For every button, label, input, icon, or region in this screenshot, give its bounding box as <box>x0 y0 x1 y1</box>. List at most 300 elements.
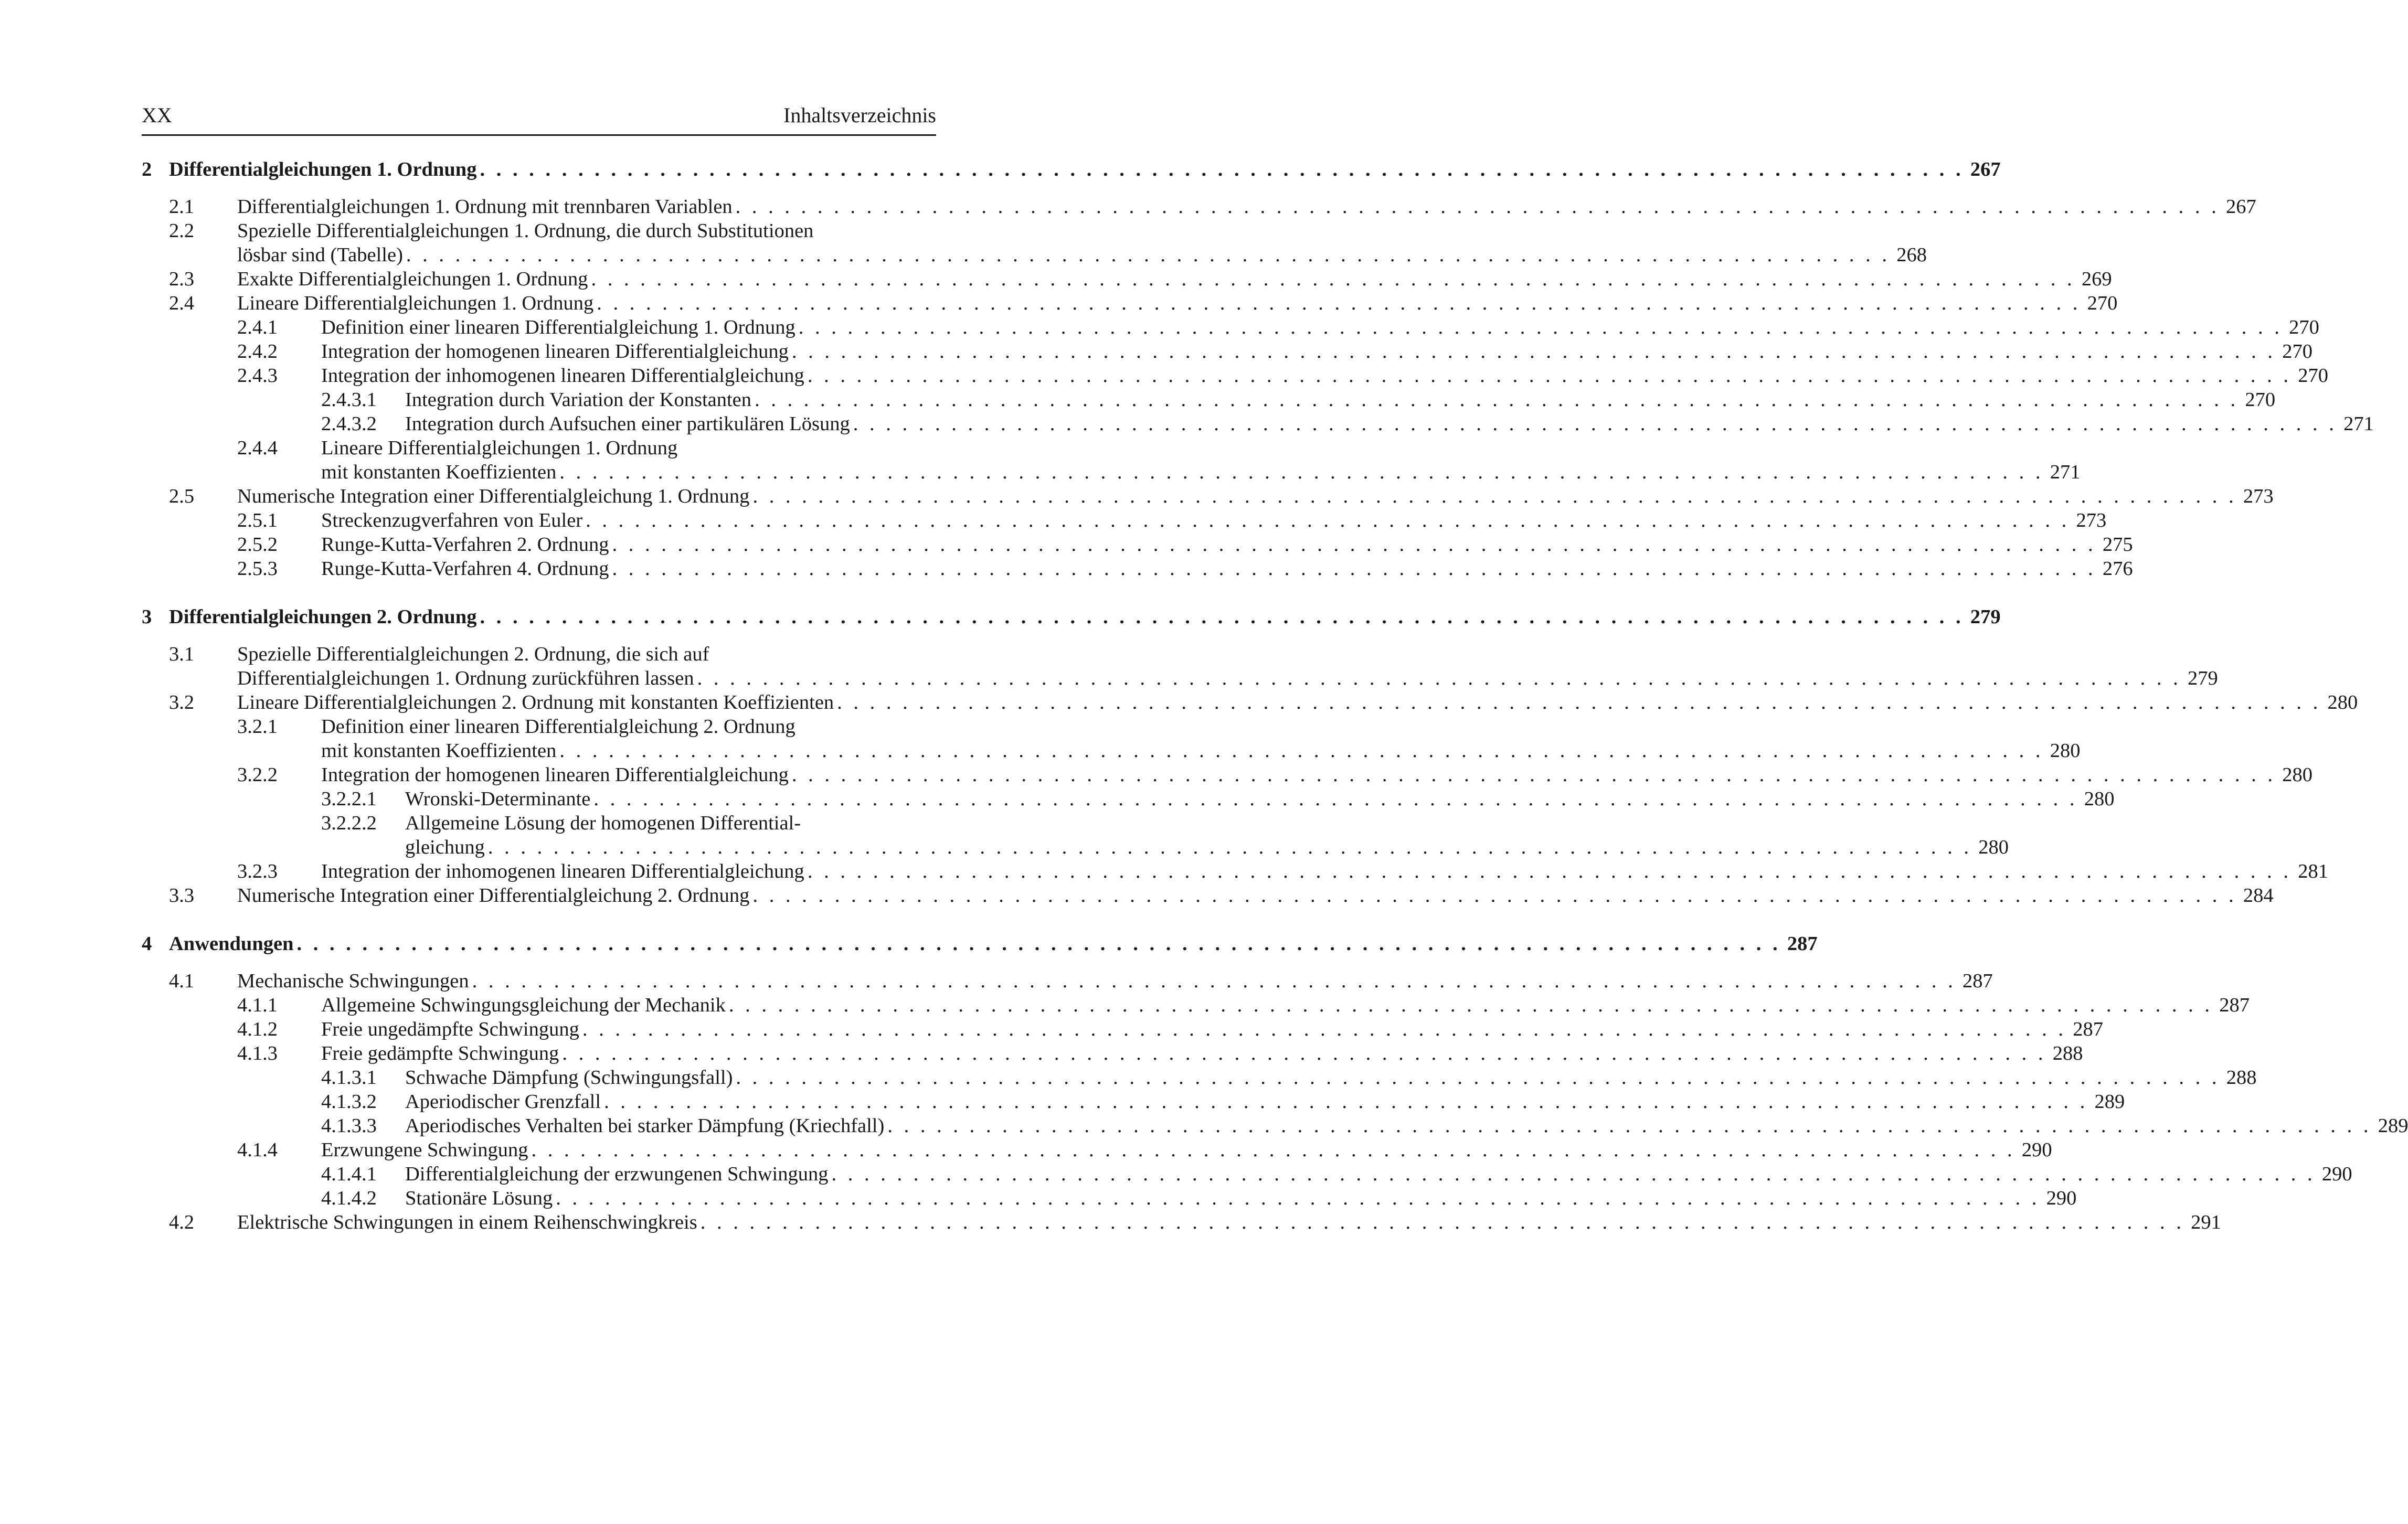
page-number[interactable]: 280 <box>2050 740 2081 762</box>
page-number[interactable]: 289 <box>2094 1091 2125 1113</box>
entry-text <box>405 1186 2077 1210</box>
entry-number: 3.3 <box>169 884 195 907</box>
entry-text <box>237 969 469 993</box>
leader-dots: . . . . . . . . . . . . . . . . . . . . . . . . . . . . . . . . . . . . . . . . . . . . . . . . . . . . . . . . . . . . . . . . . . . . . . . . . . . . . . . . . . . . . . . . . . . <box>752 884 2237 907</box>
entry-text <box>321 364 804 388</box>
text-part: Aperiodischer Grenzfall <box>405 1091 601 1113</box>
chapter-title-line <box>169 932 1818 956</box>
entry-number: 4.1.1 <box>237 994 278 1016</box>
chapter-title-line <box>169 605 2001 629</box>
page-number[interactable]: 269 <box>2081 268 2112 290</box>
leader-dots: . . . . . . . . . . . . . . . . . . . . . . . . . . . . . . . . . . . . . . . . . . . . . . . . . . . . . . . . . . . . . . . . . . . . . . . . . . . . . . . . . . . . . . . . . . . <box>604 1091 2088 1113</box>
leader-dots: . . . . . . . . . . . . . . . . . . . . . . . . . . . . . . . . . . . . . . . . . . . . . . . . . . . . . . . . . . . . . . . . . . . . . . . . . . . . . . . . . . . . . . . . . . . <box>480 158 1964 180</box>
leader-dots: . . . . . . . . . . . . . . . . . . . . . . . . . . . . . . . . . . . . . . . . . . . . . . . . . . . . . . . . . . . . . . . . . . . . . . . . . . . . . . . . . . . . . . . . . . . <box>556 1187 2040 1209</box>
toc-entry[interactable] <box>142 1114 2408 1138</box>
entry-text <box>321 763 2312 787</box>
running-title: Inhaltsverzeichnis <box>783 103 936 127</box>
text-part: Differentialgleichung der erzwungenen Schwingung <box>405 1163 829 1185</box>
entry-text <box>321 1041 559 1065</box>
entry-text <box>237 291 593 315</box>
entry-text <box>321 1017 579 1041</box>
toc-entry[interactable] <box>142 642 2218 690</box>
leader-dots: . . . . . . . . . . . . . . . . . . . . . . . . . . . . . . . . . . . . . . . . . . . . . . . . . . . . . . . . . . . . . . . . . . . . . . . . . . . . . . . . . . . . . . . . . . . <box>593 788 2078 810</box>
entry-line <box>237 291 2118 315</box>
entry-number: 2.4.3.1 <box>321 389 377 411</box>
entry-line <box>237 195 2256 219</box>
text-part: Numerische Integration einer Differentialgleichung 2. Ordnung <box>237 884 750 907</box>
text-part: Elektrische Schwingungen in einem Reihenschwingkreis <box>237 1211 697 1233</box>
entry-number: 4.2 <box>169 1211 195 1233</box>
entry-text <box>237 1210 697 1234</box>
leader-dots: . . . . . . . . . . . . . . . . . . . . . . . . . . . . . . . . . . . . . . . . . . . . . . . . . . . . . . . . . . . . . . . . . . . . . . . . . . . . . . . . . . . . . . . . . . . <box>791 764 2276 786</box>
page-number[interactable]: 288 <box>2226 1067 2257 1089</box>
entry-text <box>321 508 2107 532</box>
leader-dots: . . . . . . . . . . . . . . . . . . . . . . . . . . . . . . . . . . . . . . . . . . . . . . . . . . . . . . . . . . . . . . . . . . . . . . . . . . . . . . . . . . . . . . . . . . . <box>559 740 2044 762</box>
entry-number: 2.5.2 <box>237 534 278 556</box>
entry-number: 4.1.3.2 <box>321 1091 377 1113</box>
toc-entry[interactable] <box>142 339 2312 364</box>
page-number[interactable]: 267 <box>1970 158 2001 180</box>
entry-text <box>321 315 2319 339</box>
entry-text <box>321 763 789 787</box>
entry-text <box>405 1114 2408 1138</box>
text-part: Differentialgleichungen 1. Ordnung <box>169 158 477 180</box>
chapter-title-text <box>169 157 476 182</box>
text-part: lösbar sind (Tabelle) <box>237 244 403 266</box>
page-number[interactable]: 270 <box>2289 316 2319 338</box>
table-of-contents <box>142 157 2408 1259</box>
entry-text <box>405 1162 828 1186</box>
entry-text <box>321 1017 2103 1041</box>
leader-dots: . . . . . . . . . . . . . . . . . . . . . . . . . . . . . . . . . . . . . . . . . . . . . . . . . . . . . . . . . . . . . . . . . . . . . . . . . . . . . . . . . . . . . . . . . . . <box>406 244 1891 266</box>
entry-text <box>321 993 726 1017</box>
leader-dots: . . . . . . . . . . . . . . . . . . . . . . . . . . . . . . . . . . . . . . . . . . . . . . . . . . . . . . . . . . . . . . . . . . . . . . . . . . . . . . . . . . . . . . . . . . . <box>798 316 2283 338</box>
entry-line: Lineare Differentialgleichungen 1. Ordnung <box>321 437 678 459</box>
chapter-section <box>142 605 2358 908</box>
text-part: Schwache Dämpfung (Schwingungsfall) <box>405 1067 733 1089</box>
entry-number: 2.3 <box>169 268 195 290</box>
page-number[interactable]: 268 <box>1896 244 1927 266</box>
text-part: Aperiodisches Verhalten bei starker Dämpfung (Kriechfall) <box>405 1115 885 1137</box>
entry-text <box>321 339 2312 364</box>
entry-line <box>321 508 2107 532</box>
page-number[interactable]: 287 <box>1787 933 1818 955</box>
text-part: Definition einer linearen Differentialgleichung 1. Ordnung <box>321 316 795 338</box>
leader-dots: . . . . . . . . . . . . . . . . . . . . . . . . . . . . . . . . . . . . . . . . . . . . . . . . . . . . . . . . . . . . . . . . . . . . . . . . . . . . . . . . . . . . . . . . . . . <box>531 1139 2015 1161</box>
text-part: Integration der homogenen linearen Differentialgleichung <box>321 340 789 363</box>
leader-dots: . . . . . . . . . . . . . . . . . . . . . . . . . . . . . . . . . . . . . . . . . . . . . . . . . . . . . . . . . . . . . . . . . . . . . . . . . . . . . . . . . . . . . . . . . . . <box>591 268 2075 290</box>
entry-line <box>321 460 2081 484</box>
entry-line <box>321 339 2312 364</box>
chapter-spacer <box>142 581 936 605</box>
page-number[interactable]: 271 <box>2343 413 2374 435</box>
entry-number: 2.4.3 <box>237 365 278 387</box>
entry-line <box>405 1090 2125 1114</box>
leader-dots: . . . . . . . . . . . . . . . . . . . . . . . . . . . . . . . . . . . . . . . . . . . . . . . . . . . . . . . . . . . . . . . . . . . . . . . . . . . . . . . . . . . . . . . . . . . <box>755 389 2239 411</box>
page-number[interactable]: 281 <box>2298 860 2328 882</box>
chapter-heading[interactable] <box>142 932 1818 956</box>
toc-entry[interactable] <box>142 291 2118 315</box>
chapter-entries <box>142 969 2408 1234</box>
entry-text <box>237 195 733 219</box>
toc-entry[interactable] <box>142 1065 2257 1090</box>
toc-entry[interactable] <box>142 557 2133 581</box>
toc-entry[interactable] <box>142 993 2250 1017</box>
entry-text <box>321 532 2133 557</box>
entry-line <box>321 993 2250 1017</box>
toc-entry[interactable] <box>142 364 2328 388</box>
leader-dots: . . . . . . . . . . . . . . . . . . . . . . . . . . . . . . . . . . . . . . . . . . . . . . . . . . . . . . . . . . . . . . . . . . . . . . . . . . . . . . . . . . . . . . . . . . . <box>831 1163 2316 1185</box>
leader-dots: . . . . . . . . . . . . . . . . . . . . . . . . . . . . . . . . . . . . . . . . . . . . . . . . . . . . . . . . . . . . . . . . . . . . . . . . . . . . . . . . . . . . . . . . . . . <box>472 970 1956 992</box>
entry-text <box>405 811 2009 859</box>
toc-entry[interactable] <box>142 787 2115 811</box>
entry-line <box>321 315 2319 339</box>
entry-text <box>237 969 1993 993</box>
leader-dots: . . . . . . . . . . . . . . . . . . . . . . . . . . . . . . . . . . . . . . . . . . . . . . . . . . . . . . . . . . . . . . . . . . . . . . . . . . . . . . . . . . . . . . . . . . . <box>612 534 2096 556</box>
chapter-entries <box>142 642 2358 908</box>
text-part: Mechanische Schwingungen <box>237 970 469 992</box>
entry-number: 4.1 <box>169 970 195 992</box>
entry-line <box>405 1114 2408 1138</box>
leader-dots: . . . . . . . . . . . . . . . . . . . . . . . . . . . . . . . . . . . . . . . . . . . . . . . . . . . . . . . . . . . . . . . . . . . . . . . . . . . . . . . . . . . . . . . . . . . <box>582 1018 2066 1040</box>
entry-number: 2.4.3.2 <box>321 413 377 435</box>
page-number[interactable]: 270 <box>2245 389 2276 411</box>
page-number[interactable]: 280 <box>2282 764 2312 786</box>
text-part: Integration durch Aufsuchen einer partikulären Lösung <box>405 413 850 435</box>
entry-text <box>405 388 2276 412</box>
leader-dots: . . . . . . . . . . . . . . . . . . . . . . . . . . . . . . . . . . . . . . . . . . . . . . . . . . . . . . . . . . . . . . . . . . . . . . . . . . . . . . . . . . . . . . . . . . . <box>728 994 2213 1016</box>
entry-text <box>237 219 1927 267</box>
text-part: Differentialgleichungen 1. Ordnung zurückführen lassen <box>237 667 694 689</box>
page-number[interactable]: 270 <box>2282 340 2312 363</box>
leader-dots: . . . . . . . . . . . . . . . . . . . . . . . . . . . . . . . . . . . . . . . . . . . . . . . . . . . . . . . . . . . . . . . . . . . . . . . . . . . . . . . . . . . . . . . . . . . <box>752 485 2237 507</box>
text-part: Exakte Differentialgleichungen 1. Ordnung <box>237 268 588 290</box>
entry-line <box>237 969 1993 993</box>
page-number[interactable]: 270 <box>2087 292 2118 314</box>
entry-text <box>321 364 2328 388</box>
page-number[interactable]: 290 <box>2321 1163 2352 1185</box>
entry-text <box>405 1090 2125 1114</box>
chapter-number: 4 <box>142 933 152 955</box>
text-part: Integration durch Variation der Konstanten <box>405 389 752 411</box>
entry-text <box>321 436 2081 484</box>
entry-line <box>321 1017 2103 1041</box>
entry-text <box>321 532 609 557</box>
page-number[interactable]: 287 <box>1962 970 1993 992</box>
page-number[interactable]: 287 <box>2073 1018 2103 1040</box>
leader-dots: . . . . . . . . . . . . . . . . . . . . . . . . . . . . . . . . . . . . . . . . . . . . . . . . . . . . . . . . . . . . . . . . . . . . . . . . . . . . . . . . . . . . . . . . . . . <box>559 461 2044 483</box>
toc-entry[interactable] <box>142 1210 2221 1234</box>
toc-entry[interactable] <box>142 195 2256 219</box>
page-number[interactable]: 284 <box>2243 884 2274 907</box>
chapter-heading[interactable] <box>142 157 2001 182</box>
leader-dots: . . . . . . . . . . . . . . . . . . . . . . . . . . . . . . . . . . . . . . . . . . . . . . . . . . . . . . . . . . . . . . . . . . . . . . . . . . . . . . . . . . . . . . . . . . . <box>853 413 2337 435</box>
text-part: Integration der inhomogenen linearen Differentialgleichung <box>321 365 804 387</box>
text-part: Allgemeine Schwingungsgleichung der Mechanik <box>321 994 726 1016</box>
entry-number: 2.4.4 <box>237 437 278 459</box>
chapter-title <box>169 605 2001 629</box>
text-part: Runge-Kutta-Verfahren 4. Ordnung <box>321 558 609 580</box>
chapter-title-line <box>169 157 2001 182</box>
entry-line <box>237 1210 2221 1234</box>
page-number[interactable]: 279 <box>1970 606 2001 628</box>
page-number[interactable]: 290 <box>2021 1139 2052 1161</box>
entry-text <box>321 1041 2083 1065</box>
entry-text <box>405 1186 553 1210</box>
entry-number: 3.2.2 <box>237 764 278 786</box>
entry-number: 4.1.3.1 <box>321 1067 377 1089</box>
page-number-roman: XX <box>142 103 172 127</box>
entry-text <box>405 412 850 436</box>
entry-number: 2.4.2 <box>237 340 278 363</box>
entry-line <box>321 364 2328 388</box>
entry-text <box>405 412 2374 436</box>
entry-line <box>405 1186 2077 1210</box>
entry-text <box>237 243 403 267</box>
entry-line <box>405 412 2374 436</box>
leader-dots: . . . . . . . . . . . . . . . . . . . . . . . . . . . . . . . . . . . . . . . . . . . . . . . . . . . . . . . . . . . . . . . . . . . . . . . . . . . . . . . . . . . . . . . . . . . <box>296 933 1781 955</box>
entry-text <box>321 339 789 364</box>
chapter-title <box>169 932 1818 956</box>
page-number[interactable]: 279 <box>2187 667 2218 689</box>
entry-text <box>237 666 694 690</box>
entry-number: 4.1.4 <box>237 1139 278 1161</box>
toc-entry[interactable] <box>142 1017 2103 1041</box>
toc-entry[interactable] <box>142 811 2009 859</box>
entry-text <box>321 1138 2052 1162</box>
entry-line <box>237 267 2112 291</box>
entry-text <box>405 1090 601 1114</box>
text-part: Lineare Differentialgleichungen 2. Ordnung mit konstanten Koeffizienten <box>237 691 834 713</box>
entry-number: 2.2 <box>169 220 195 242</box>
entry-line <box>405 388 2276 412</box>
entry-line <box>321 557 2133 581</box>
entry-text <box>321 859 804 883</box>
entry-number: 4.1.3.3 <box>321 1115 377 1137</box>
entry-number: 3.2.3 <box>237 860 278 882</box>
leader-dots: . . . . . . . . . . . . . . . . . . . . . . . . . . . . . . . . . . . . . . . . . . . . . . . . . . . . . . . . . . . . . . . . . . . . . . . . . . . . . . . . . . . . . . . . . . . <box>612 558 2096 580</box>
leader-dots: . . . . . . . . . . . . . . . . . . . . . . . . . . . . . . . . . . . . . . . . . . . . . . . . . . . . . . . . . . . . . . . . . . . . . . . . . . . . . . . . . . . . . . . . . . . <box>697 667 2181 689</box>
entry-line: Definition einer linearen Differentialgleichung 2. Ordnung <box>321 716 795 738</box>
entry-number: 3.2.2.1 <box>321 788 377 810</box>
toc-entry[interactable] <box>142 883 2274 908</box>
chapter-title <box>169 157 2001 182</box>
chapter-title-text <box>169 605 476 629</box>
entry-text <box>321 557 609 581</box>
entry-number: 4.1.4.1 <box>321 1163 377 1185</box>
entry-line <box>405 1162 2352 1186</box>
page-number[interactable]: 276 <box>2102 558 2133 580</box>
chapter-spacer <box>142 908 936 932</box>
text-part: Anwendungen <box>169 933 294 955</box>
entry-line <box>321 763 2312 787</box>
entry-number: 2.4 <box>169 292 195 314</box>
entry-line <box>237 666 2218 690</box>
text-part: mit konstanten Koeffizienten <box>321 740 557 762</box>
text-part: Numerische Integration einer Differentialgleichung 1. Ordnung <box>237 485 750 507</box>
toc-entry[interactable] <box>142 1041 2083 1065</box>
entry-text <box>237 642 2218 690</box>
toc-entry[interactable] <box>142 484 2274 508</box>
page-number[interactable]: 275 <box>2102 534 2133 556</box>
page-number[interactable]: 290 <box>2046 1187 2077 1209</box>
entry-line <box>237 243 1927 267</box>
entry-text <box>405 1162 2352 1186</box>
toc-entry[interactable] <box>142 219 1927 267</box>
page-number[interactable]: 288 <box>2052 1042 2083 1064</box>
entry-line <box>321 859 2328 883</box>
text-part: Stationäre Lösung <box>405 1187 553 1209</box>
leader-dots: . . . . . . . . . . . . . . . . . . . . . . . . . . . . . . . . . . . . . . . . . . . . . . . . . . . . . . . . . . . . . . . . . . . . . . . . . . . . . . . . . . . . . . . . . . . <box>700 1211 2184 1233</box>
text-part: mit konstanten Koeffizienten <box>321 461 557 483</box>
toc-entry[interactable] <box>142 1090 2125 1114</box>
page-number[interactable]: 271 <box>2050 461 2081 483</box>
entry-line <box>237 690 2358 715</box>
text-part: Differentialgleichungen 2. Ordnung <box>169 606 477 628</box>
chapter-spacer <box>142 1234 936 1259</box>
entry-line <box>405 835 2009 859</box>
page-number[interactable]: 270 <box>2298 365 2328 387</box>
entry-line: Spezielle Differentialgleichungen 2. Ordnung, die sich auf <box>237 643 709 665</box>
leader-dots: . . . . . . . . . . . . . . . . . . . . . . . . . . . . . . . . . . . . . . . . . . . . . . . . . . . . . . . . . . . . . . . . . . . . . . . . . . . . . . . . . . . . . . . . . . . <box>480 606 1964 628</box>
entry-text <box>237 267 2112 291</box>
entry-line: Spezielle Differentialgleichungen 1. Ordnung, die durch Substitutionen <box>237 220 814 242</box>
entry-number: 3.2 <box>169 691 195 713</box>
entry-line <box>321 1041 2083 1065</box>
toc-entry[interactable] <box>142 267 2112 291</box>
page-number[interactable]: 280 <box>1978 836 2009 858</box>
leader-dots: . . . . . . . . . . . . . . . . . . . . . . . . . . . . . . . . . . . . . . . . . . . . . . . . . . . . . . . . . . . . . . . . . . . . . . . . . . . . . . . . . . . . . . . . . . . <box>807 365 2292 387</box>
entry-line <box>405 1065 2257 1090</box>
text-part: Freie ungedämpfte Schwingung <box>321 1018 579 1040</box>
entry-number: 2.5.3 <box>237 558 278 580</box>
toc-entry[interactable] <box>142 690 2358 715</box>
leader-dots: . . . . . . . . . . . . . . . . . . . . . . . . . . . . . . . . . . . . . . . . . . . . . . . . . . . . . . . . . . . . . . . . . . . . . . . . . . . . . . . . . . . . . . . . . . . <box>487 836 1972 858</box>
toc-entry[interactable] <box>142 315 2319 339</box>
entry-number: 3.1 <box>169 643 195 665</box>
chapter-section <box>142 932 2408 1234</box>
entry-text <box>237 484 2274 508</box>
entry-number: 2.5.1 <box>237 509 278 531</box>
toc-entry[interactable] <box>142 969 1993 993</box>
entry-text <box>237 883 749 908</box>
entry-line <box>405 787 2115 811</box>
text-part: Runge-Kutta-Verfahren 2. Ordnung <box>321 534 609 556</box>
leader-dots: . . . . . . . . . . . . . . . . . . . . . . . . . . . . . . . . . . . . . . . . . . . . . . . . . . . . . . . . . . . . . . . . . . . . . . . . . . . . . . . . . . . . . . . . . . . <box>735 196 2220 218</box>
entry-text <box>237 267 588 291</box>
leader-dots: . . . . . . . . . . . . . . . . . . . . . . . . . . . . . . . . . . . . . . . . . . . . . . . . . . . . . . . . . . . . . . . . . . . . . . . . . . . . . . . . . . . . . . . . . . . <box>562 1042 2046 1064</box>
entry-line <box>237 883 2274 908</box>
toc-entry[interactable] <box>142 388 2276 412</box>
text-part: Erzwungene Schwingung <box>321 1139 528 1161</box>
entry-text <box>405 1065 733 1090</box>
page-number[interactable]: 289 <box>2378 1115 2408 1137</box>
entry-line <box>321 532 2133 557</box>
chapter-heading[interactable] <box>142 605 2001 629</box>
entry-text <box>321 739 556 763</box>
entry-text <box>237 195 2256 219</box>
page-number[interactable]: 267 <box>2226 196 2256 218</box>
leader-dots: . . . . . . . . . . . . . . . . . . . . . . . . . . . . . . . . . . . . . . . . . . . . . . . . . . . . . . . . . . . . . . . . . . . . . . . . . . . . . . . . . . . . . . . . . . . <box>837 691 2321 713</box>
entry-text <box>405 1065 2257 1090</box>
entry-text <box>405 1114 884 1138</box>
entry-text <box>237 883 2274 908</box>
entry-line <box>237 484 2274 508</box>
toc-entry[interactable] <box>142 1162 2352 1186</box>
toc-entry[interactable] <box>142 412 2374 436</box>
page-number[interactable]: 280 <box>2327 691 2358 713</box>
leader-dots: . . . . . . . . . . . . . . . . . . . . . . . . . . . . . . . . . . . . . . . . . . . . . . . . . . . . . . . . . . . . . . . . . . . . . . . . . . . . . . . . . . . . . . . . . . . <box>736 1067 2220 1089</box>
entry-line <box>321 739 2081 763</box>
entry-number: 2.5 <box>169 485 195 507</box>
entry-text <box>321 508 582 532</box>
text-part: Freie gedämpfte Schwingung <box>321 1042 559 1064</box>
chapter-number: 3 <box>142 606 152 628</box>
toc-entry[interactable] <box>142 763 2312 787</box>
entry-text <box>405 787 590 811</box>
entry-text <box>405 787 2115 811</box>
chapter-entries <box>142 195 2374 581</box>
leader-dots: . . . . . . . . . . . . . . . . . . . . . . . . . . . . . . . . . . . . . . . . . . . . . . . . . . . . . . . . . . . . . . . . . . . . . . . . . . . . . . . . . . . . . . . . . . . <box>597 292 2081 314</box>
entry-text <box>237 690 834 715</box>
entry-text <box>321 315 795 339</box>
entry-text <box>321 859 2328 883</box>
page-number[interactable]: 291 <box>2191 1211 2221 1233</box>
entry-line: Allgemeine Lösung der homogenen Differential- <box>405 812 801 834</box>
text-part: Integration der inhomogenen linearen Differentialgleichung <box>321 860 804 882</box>
entry-number: 4.1.4.2 <box>321 1187 377 1209</box>
entry-line <box>321 1138 2052 1162</box>
page-header <box>142 103 936 136</box>
entry-text <box>321 557 2133 581</box>
text-part: Streckenzugverfahren von Euler <box>321 509 583 531</box>
text-part: Integration der homogenen linearen Differentialgleichung <box>321 764 789 786</box>
page-number[interactable]: 273 <box>2076 509 2107 531</box>
entry-number: 2.4.1 <box>237 316 278 338</box>
chapter-section <box>142 157 2374 581</box>
leader-dots: . . . . . . . . . . . . . . . . . . . . . . . . . . . . . . . . . . . . . . . . . . . . . . . . . . . . . . . . . . . . . . . . . . . . . . . . . . . . . . . . . . . . . . . . . . . <box>807 860 2292 882</box>
toc-entry[interactable] <box>142 1186 2077 1210</box>
chapter-title-text <box>169 932 294 956</box>
chapter-number: 2 <box>142 158 152 180</box>
entry-text <box>237 291 2118 315</box>
text-part: gleichung <box>405 836 485 858</box>
toc-entry[interactable] <box>142 436 2081 484</box>
entry-text <box>405 835 485 859</box>
entry-text <box>405 388 751 412</box>
toc-entry[interactable] <box>142 532 2133 557</box>
entry-text <box>321 715 2081 763</box>
leader-dots: . . . . . . . . . . . . . . . . . . . . . . . . . . . . . . . . . . . . . . . . . . . . . . . . . . . . . . . . . . . . . . . . . . . . . . . . . . . . . . . . . . . . . . . . . . . <box>586 509 2070 531</box>
page-number[interactable]: 280 <box>2084 788 2115 810</box>
entry-text <box>321 1138 528 1162</box>
entry-number: 2.1 <box>169 196 195 218</box>
toc-entry[interactable] <box>142 715 2081 763</box>
page-number[interactable]: 287 <box>2219 994 2250 1016</box>
entry-text <box>237 1210 2221 1234</box>
entry-number: 3.2.1 <box>237 716 278 738</box>
text-part: Wronski-Determinante <box>405 788 591 810</box>
toc-entry[interactable] <box>142 508 2107 532</box>
entry-text <box>237 690 2358 715</box>
page-number[interactable]: 273 <box>2243 485 2274 507</box>
entry-number: 3.2.2.2 <box>321 812 377 834</box>
leader-dots: . . . . . . . . . . . . . . . . . . . . . . . . . . . . . . . . . . . . . . . . . . . . . . . . . . . . . . . . . . . . . . . . . . . . . . . . . . . . . . . . . . . . . . . . . . . <box>791 340 2276 363</box>
toc-entry[interactable] <box>142 859 2328 883</box>
entry-text <box>237 484 749 508</box>
toc-entry[interactable] <box>142 1138 2052 1162</box>
leader-dots: . . . . . . . . . . . . . . . . . . . . . . . . . . . . . . . . . . . . . . . . . . . . . . . . . . . . . . . . . . . . . . . . . . . . . . . . . . . . . . . . . . . . . . . . . . . <box>887 1115 2372 1137</box>
